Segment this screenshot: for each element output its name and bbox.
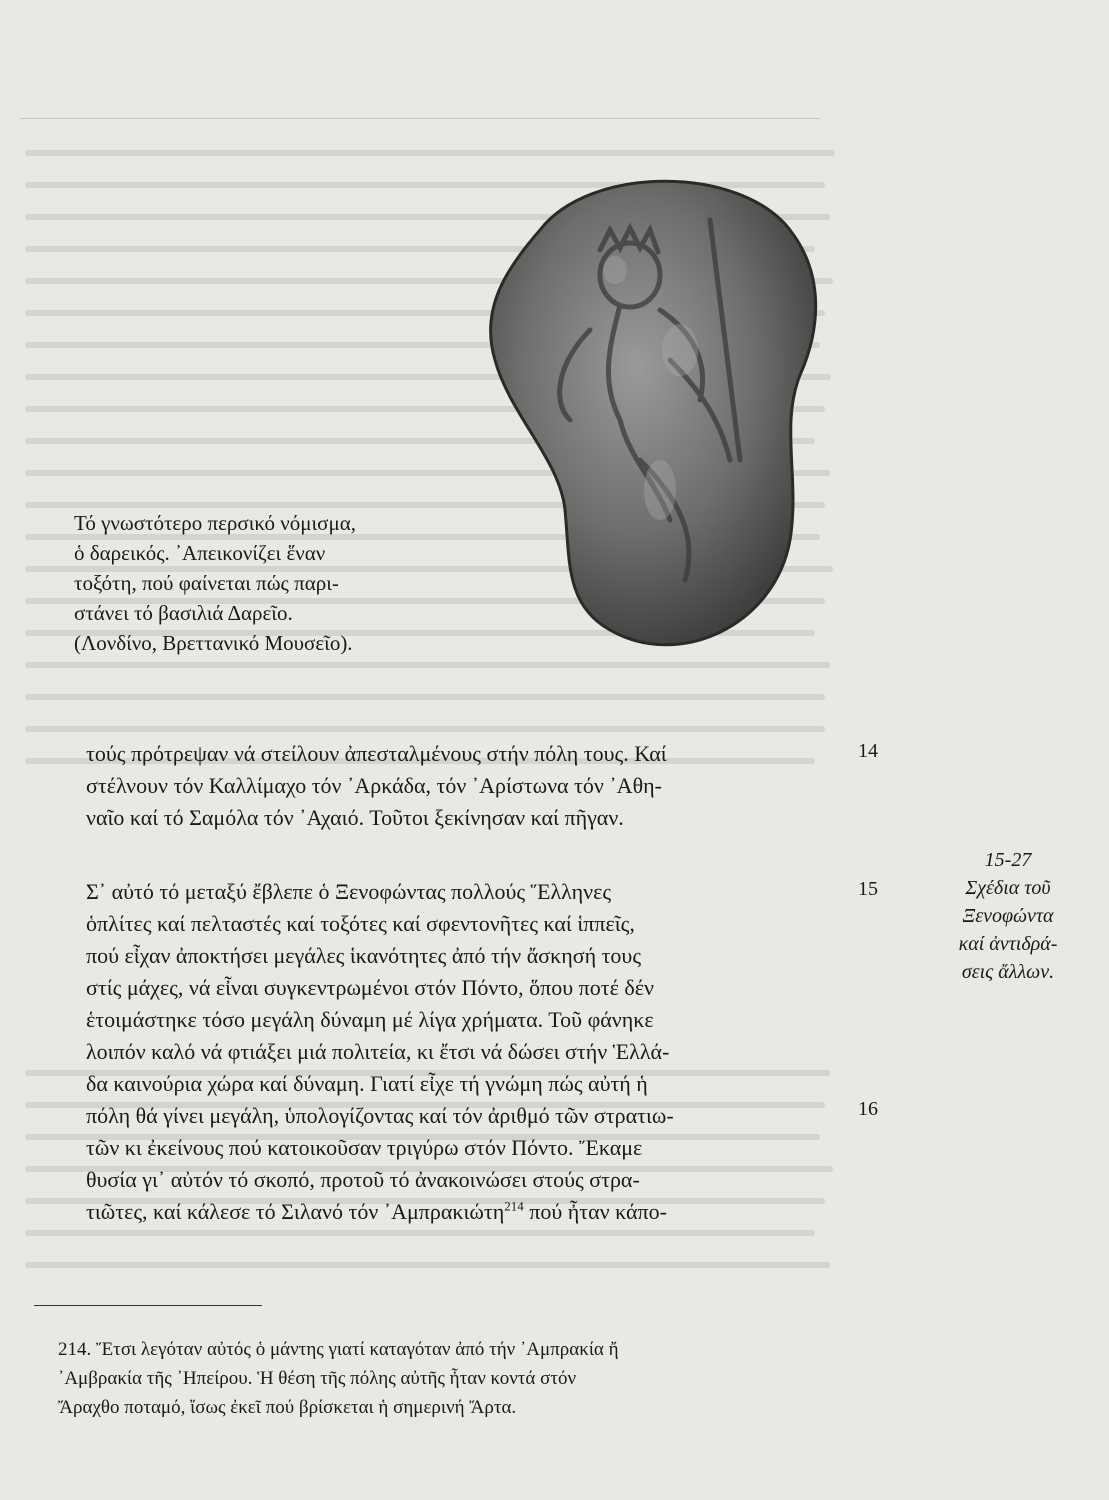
line-number: 16 [858, 1098, 878, 1120]
text-line: δα καινούρια χώρα καί δύναμη. Γιατί εἶχε τή γνώμη πώς αὐτή ἡ [86, 1071, 648, 1096]
text-line-last [86, 1196, 846, 1228]
caption-line: Τό γνωστότερο περσικό νόμισμα, [74, 511, 356, 535]
margin-note [918, 846, 1098, 986]
text-line: στέλνουν τόν Καλλίμαχο τόν ᾿Αρκάδα, τόν ᾿Αρίστωνα τόν ᾿Αθη- [86, 773, 662, 798]
body-paragraph-1 [86, 738, 846, 834]
text-line: τούς πρότρεψαν νά στείλουν ἀπεσταλμένους στήν πόλη τους. Καί [86, 741, 667, 766]
caption-line: στάνει τό βασιλιά Δαρεῖο. [74, 601, 293, 625]
margin-note-line: Ξενοφώντα [962, 905, 1054, 927]
text-line: πόλη θά γίνει μεγάλη, ὑπολογίζοντας καί τόν ἀριθμό τῶν στρατιω- [86, 1103, 674, 1128]
text-line: στίς μάχες, νά εἶναι συγκεντρωμένοι στόν Πόντο, ὅπου ποτέ δέν [86, 975, 654, 1000]
coin-caption [74, 508, 474, 658]
margin-note-range: 15-27 [984, 849, 1032, 871]
footnote-divider [34, 1305, 262, 1306]
caption-line: (Λονδίνο, Βρεττανικό Μουσεῖο). [74, 631, 353, 655]
daric-coin-image [470, 160, 830, 660]
body-paragraph-2 [86, 876, 846, 1228]
footnote-line: 214. Ἔτσι λεγόταν αὐτός ὁ μάντης γιατί καταγόταν ἀπό τήν ᾿Αμπρακία ἤ [58, 1339, 619, 1360]
text-line [86, 876, 846, 908]
margin-note-line: καί ἀντιδρά- [958, 933, 1058, 955]
text-line: ὁπλίτες καί πελταστές καί τοξότες καί σφεντονῆτες καί ἱππεῖς, [86, 911, 635, 936]
caption-line: ὁ δαρεικός. ᾿Απεικονίζει ἕναν [74, 541, 326, 565]
text-line: ναῖο καί τό Σαμόλα τόν ᾿Αχαιό. Τοῦτοι ξεκίνησαν καί πῆγαν. [86, 805, 624, 830]
text-line: ἑτοιμάστηκε τόσο μεγάλη δύναμη μέ λίγα χρήματα. Τοῦ φάνηκε [86, 1007, 654, 1032]
footnote-line: Ἄραχθο ποταμό, ἴσως ἐκεῖ πού βρίσκεται ἡ σημερινή Ἄρτα. [58, 1397, 517, 1418]
footnote-line: ᾿Αμβρακία τῆς ᾿Ηπείρου. Ἡ θέση τῆς πόλης αὐτῆς ἦταν κοντά στόν [58, 1368, 577, 1389]
margin-note-line: σεις ἄλλων. [961, 961, 1055, 983]
bleed-through-rule [20, 118, 820, 119]
text-line: τῶν κι ἐκείνους πού κατοικοῦσαν τριγύρω στόν Πόντο. Ἔκαμε [86, 1135, 643, 1160]
text-line: πού εἶχαν ἀποκτήσει μεγάλες ἱκανότητες ἀπό τήν ἄσκησή τους [86, 943, 642, 968]
margin-note-line: Σχέδια τοῦ [965, 877, 1051, 899]
footnote-ref[interactable]: 214 [504, 1198, 524, 1214]
line-number: 14 [858, 740, 878, 762]
text-line: λοιπόν καλό νά φτιάξει μιά πολιτεία, κι ἔτσι νά δώσει στήν Ἑλλά- [86, 1039, 670, 1064]
text-line: θυσία γι᾿ αὐτόν τό σκοπό, προτοῦ τό ἀνακοινώσει στούς στρα- [86, 1167, 640, 1192]
text-fragment: πού ἦταν κάπο- [523, 1199, 667, 1224]
line-number: 15 [858, 878, 878, 900]
text-fragment: τιῶτες, καί κάλεσε τό Σιλανό τόν ᾿Αμπρακιώτη [86, 1199, 505, 1224]
text-line-first: Σ᾿ αὐτό τό μεταξύ ἔβλεπε ὁ Ξενοφώντας πολλούς Ἕλληνες [86, 879, 612, 904]
caption-line: τοξότη, πού φαίνεται πώς παρι- [74, 571, 339, 595]
footnote-214 [58, 1335, 848, 1422]
